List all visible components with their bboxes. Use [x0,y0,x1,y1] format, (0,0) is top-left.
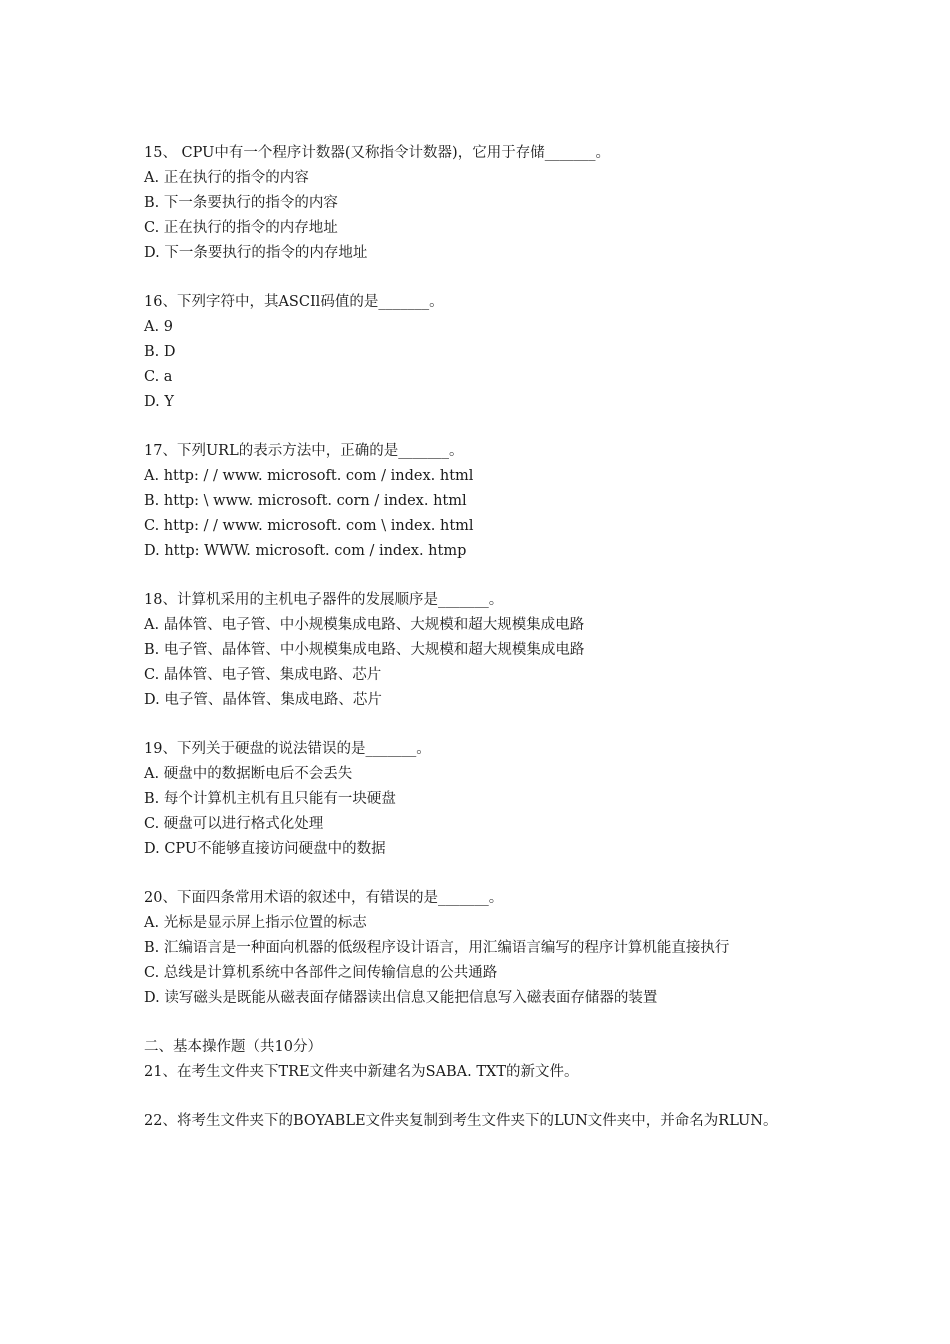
section-heading: 二、基本操作题（共10分） [144,1039,322,1055]
option-b: B. 电子管、晶体管、中小规模集成电路、大规模和超大规模集成电路 [144,642,585,658]
option-b: B. D [144,344,176,360]
question-15 [144,141,816,266]
question-stem: 16、下列字符中，其ASCIl码值的是_______。 [144,294,444,310]
question-stem: 19、下列关于硬盘的说法错误的是_______。 [144,741,431,757]
option-c: C. http: / / www. microsoft. com \ index. html [144,518,474,534]
question-21: 21、在考生文件夹下TRE文件夹中新建名为SABA. TXT的新文件。 [144,1064,579,1080]
option-c: C. 总线是计算机系统中各部件之间传输信息的公共通路 [144,965,498,981]
option-d: D. 电子管、晶体管、集成电路、芯片 [144,692,382,708]
option-a: A. 晶体管、电子管、中小规模集成电路、大规模和超大规模集成电路 [144,617,585,633]
option-a: A. 9 [144,319,173,335]
question-stem: 15、 CPU中有一个程序计数器(又称指令计数器)，它用于存储_______。 [144,145,610,161]
option-b: B. 汇编语言是一种面向机器的低级程序设计语言，用汇编语言编写的程序计算机能直接执行 [144,940,730,956]
option-d: D. 读写磁头是既能从磁表面存储器读出信息又能把信息写入磁表面存储器的装置 [144,990,658,1006]
basic-operations-section [144,1035,816,1085]
option-b: B. http: \ www. microsoft. corn / index. html [144,493,467,509]
document-content [144,141,816,1158]
question-17 [144,439,816,564]
option-c: C. 硬盘可以进行格式化处理 [144,816,324,832]
option-b: B. 下一条要执行的指令的内容 [144,195,338,211]
option-d: D. http: WWW. microsoft. com / index. htmp [144,543,467,559]
question-19 [144,737,816,862]
question-18 [144,588,816,713]
question-stem: 17、下列URL的表示方法中，正确的是_______。 [144,443,464,459]
option-a: A. 硬盘中的数据断电后不会丢失 [144,766,353,782]
question-16 [144,290,816,415]
option-a: A. 正在执行的指令的内容 [144,170,309,186]
option-d: D. CPU不能够直接访问硬盘中的数据 [144,841,386,857]
option-d: D. Y [144,394,174,410]
option-c: C. a [144,369,173,385]
option-d: D. 下一条要执行的指令的内存地址 [144,245,368,261]
question-22: 22、将考生文件夹下的BOYABLE文件夹复制到考生文件夹下的LUN文件夹中，并命名为RLUN。 [144,1113,778,1129]
option-b: B. 每个计算机主机有且只能有一块硬盘 [144,791,396,807]
option-c: C. 正在执行的指令的内存地址 [144,220,338,236]
question-22-block [144,1109,816,1134]
question-stem: 18、计算机采用的主机电子器件的发展顺序是_______。 [144,592,504,608]
question-stem: 20、下面四条常用术语的叙述中，有错误的是_______。 [144,890,504,906]
option-a: A. 光标是显示屏上指示位置的标志 [144,915,367,931]
option-a: A. http: / / www. microsoft. com / index. html [144,468,474,484]
option-c: C. 晶体管、电子管、集成电路、芯片 [144,667,382,683]
question-20 [144,886,816,1011]
